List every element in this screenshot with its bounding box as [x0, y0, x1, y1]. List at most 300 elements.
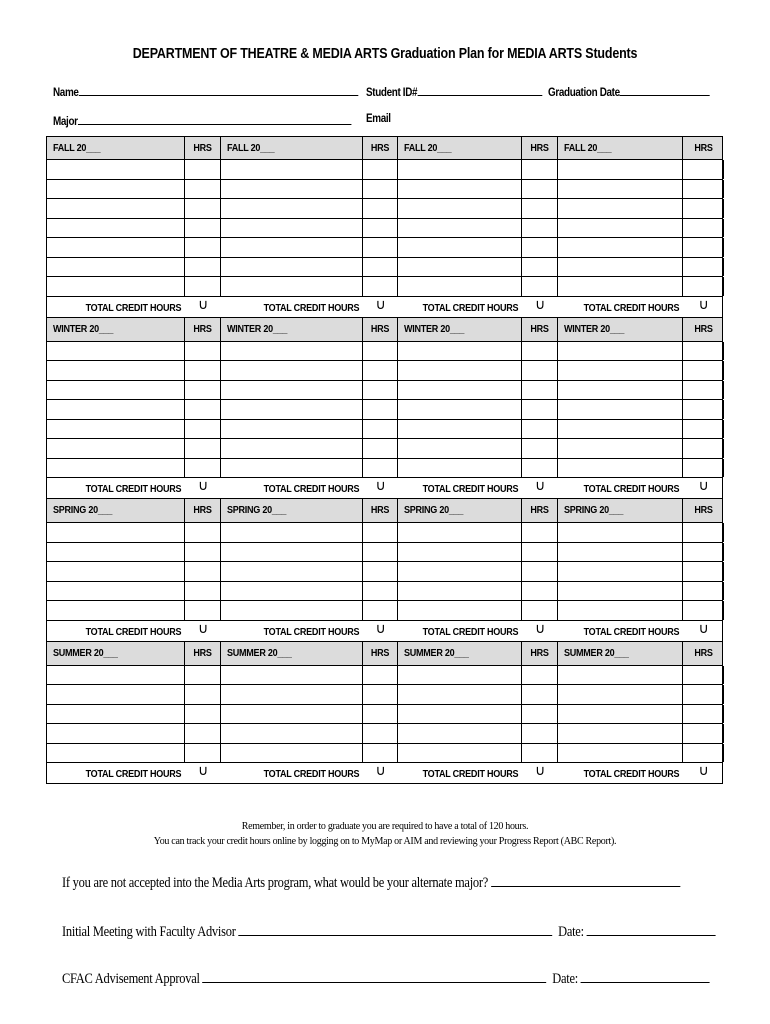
cfac-approval-date-line[interactable] — [581, 970, 710, 983]
course-name-cell[interactable] — [47, 543, 185, 562]
course-hours-cell[interactable] — [522, 543, 558, 562]
course-hours-cell[interactable] — [185, 420, 221, 439]
total-label-cell — [398, 297, 522, 317]
student-id-label: Student ID# — [366, 87, 418, 99]
course-name-cell[interactable] — [398, 277, 522, 296]
course-name-cell[interactable] — [47, 342, 185, 361]
course-name-cell[interactable] — [558, 523, 683, 542]
course-row — [46, 666, 723, 686]
course-hours-cell[interactable] — [522, 705, 558, 724]
course-name-cell[interactable] — [398, 439, 522, 458]
course-name-cell[interactable] — [47, 400, 185, 419]
course-hours-cell[interactable] — [683, 420, 724, 439]
course-hours-cell[interactable] — [683, 601, 724, 620]
course-hours-cell[interactable] — [185, 459, 221, 478]
course-name-cell[interactable] — [221, 219, 363, 238]
course-name-cell[interactable] — [221, 238, 363, 257]
course-name-cell[interactable] — [558, 543, 683, 562]
course-name-cell[interactable] — [47, 439, 185, 458]
term-label: SUMMER 20___ — [564, 646, 629, 659]
course-name-cell[interactable] — [221, 180, 363, 199]
term-label: WINTER 20___ — [53, 322, 114, 335]
total-label-cell — [558, 478, 683, 498]
alternate-major-line[interactable] — [491, 874, 680, 887]
total-value-cell[interactable] — [185, 297, 221, 317]
total-value-cell[interactable] — [522, 478, 558, 498]
course-hours-cell[interactable] — [683, 361, 724, 380]
course-row — [46, 400, 723, 420]
course-hours-cell[interactable] — [363, 342, 398, 361]
name-line[interactable] — [79, 84, 359, 96]
course-hours-cell[interactable] — [363, 420, 398, 439]
course-hours-cell[interactable] — [683, 180, 724, 199]
course-hours-cell[interactable] — [363, 543, 398, 562]
course-name-cell[interactable] — [221, 705, 363, 724]
course-name-cell[interactable] — [47, 666, 185, 685]
course-hours-cell[interactable] — [522, 381, 558, 400]
course-hours-cell[interactable] — [363, 705, 398, 724]
course-hours-cell[interactable] — [683, 459, 724, 478]
term-label: FALL 20___ — [227, 142, 275, 154]
course-name-cell[interactable] — [221, 400, 363, 419]
course-name-cell[interactable] — [558, 744, 683, 763]
total-credit-hours-label: TOTAL CREDIT HOURS — [85, 301, 181, 314]
course-name-cell[interactable] — [398, 582, 522, 601]
course-hours-cell[interactable] — [683, 342, 724, 361]
total-mark: ∪ — [198, 763, 208, 779]
course-name-cell[interactable] — [558, 342, 683, 361]
course-name-cell[interactable] — [47, 724, 185, 743]
course-hours-cell[interactable] — [522, 666, 558, 685]
course-name-cell[interactable] — [47, 361, 185, 380]
course-hours-cell[interactable] — [185, 361, 221, 380]
course-hours-cell[interactable] — [683, 562, 724, 581]
course-hours-cell[interactable] — [185, 705, 221, 724]
hrs-label: HRS — [193, 646, 212, 659]
cfac-approval-row[interactable] — [62, 970, 710, 988]
course-name-cell[interactable] — [558, 562, 683, 581]
course-hours-cell[interactable] — [683, 160, 724, 179]
term-header-cell — [398, 642, 522, 665]
total-credit-hours-label: TOTAL CREDIT HOURS — [263, 625, 359, 638]
course-name-cell[interactable] — [47, 381, 185, 400]
course-hours-cell[interactable] — [522, 180, 558, 199]
course-hours-cell[interactable] — [683, 666, 724, 685]
course-name-cell[interactable] — [47, 180, 185, 199]
graduation-date-field[interactable] — [548, 84, 710, 99]
total-value-cell[interactable] — [363, 621, 398, 641]
term-header-cell — [47, 137, 185, 159]
course-name-cell[interactable] — [221, 724, 363, 743]
student-id-field[interactable] — [366, 84, 542, 99]
course-row — [46, 744, 723, 764]
course-hours-cell[interactable] — [522, 562, 558, 581]
total-mark: ∪ — [375, 620, 386, 637]
total-value-cell[interactable] — [683, 478, 724, 498]
total-label-cell — [47, 763, 185, 783]
page-title: DEPARTMENT OF THEATRE & MEDIA ARTS Graduation Plan for MEDIA ARTS Students — [132, 46, 638, 62]
total-label-cell — [47, 478, 185, 498]
course-hours-cell[interactable] — [683, 439, 724, 458]
term-header-cell — [47, 642, 185, 665]
course-name-cell[interactable] — [398, 523, 522, 542]
course-hours-cell[interactable] — [522, 199, 558, 218]
course-hours-cell[interactable] — [363, 666, 398, 685]
course-name-cell[interactable] — [221, 685, 363, 704]
course-hours-cell[interactable] — [683, 381, 724, 400]
alternate-major-label: If you are not accepted into the Media Arts program, what would be your alternate major? — [62, 875, 489, 891]
course-hours-cell[interactable] — [363, 219, 398, 238]
course-hours-cell[interactable] — [363, 459, 398, 478]
course-name-cell[interactable] — [398, 685, 522, 704]
course-hours-cell[interactable] — [363, 744, 398, 763]
hrs-label: HRS — [530, 504, 549, 516]
course-name-cell[interactable] — [47, 601, 185, 620]
course-name-cell[interactable] — [558, 180, 683, 199]
course-name-cell[interactable] — [398, 601, 522, 620]
course-name-cell[interactable] — [221, 258, 363, 277]
total-value-cell[interactable] — [363, 297, 398, 317]
course-name-cell[interactable] — [47, 459, 185, 478]
course-name-cell[interactable] — [221, 361, 363, 380]
course-name-cell[interactable] — [398, 420, 522, 439]
total-label-cell — [47, 621, 185, 641]
course-name-cell[interactable] — [398, 160, 522, 179]
initial-meeting-label: Initial Meeting with Faculty Advisor — [62, 924, 236, 940]
course-hours-cell[interactable] — [185, 219, 221, 238]
course-hours-cell[interactable] — [683, 523, 724, 542]
course-hours-cell[interactable] — [185, 562, 221, 581]
total-label-cell — [558, 297, 683, 317]
course-name-cell[interactable] — [47, 744, 185, 763]
requirement-note: Remember, in order to graduate you are required to have a total of 120 hours. — [241, 821, 529, 832]
course-name-cell[interactable] — [398, 199, 522, 218]
course-row — [46, 601, 723, 621]
course-name-cell[interactable] — [221, 439, 363, 458]
total-value-cell[interactable] — [185, 621, 221, 641]
course-name-cell[interactable] — [558, 361, 683, 380]
course-name-cell[interactable] — [398, 705, 522, 724]
course-hours-cell[interactable] — [185, 160, 221, 179]
total-credit-hours-row — [46, 621, 723, 642]
course-name-cell[interactable] — [398, 342, 522, 361]
course-hours-cell[interactable] — [363, 523, 398, 542]
total-value-cell[interactable] — [522, 621, 558, 641]
course-hours-cell[interactable] — [522, 744, 558, 763]
course-hours-cell[interactable] — [363, 685, 398, 704]
course-name-cell[interactable] — [558, 238, 683, 257]
course-hours-cell[interactable] — [522, 258, 558, 277]
course-hours-cell[interactable] — [683, 219, 724, 238]
course-name-cell[interactable] — [221, 199, 363, 218]
course-name-cell[interactable] — [47, 420, 185, 439]
course-name-cell[interactable] — [558, 666, 683, 685]
course-hours-cell[interactable] — [185, 238, 221, 257]
course-hours-cell[interactable] — [683, 199, 724, 218]
course-hours-cell[interactable] — [363, 361, 398, 380]
course-name-cell[interactable] — [398, 219, 522, 238]
course-name-cell[interactable] — [398, 459, 522, 478]
total-value-cell[interactable] — [683, 763, 724, 783]
course-name-cell[interactable] — [398, 361, 522, 380]
total-value-cell[interactable] — [522, 763, 558, 783]
course-row — [46, 180, 723, 200]
course-hours-cell[interactable] — [522, 724, 558, 743]
course-hours-cell[interactable] — [363, 562, 398, 581]
course-name-cell[interactable] — [47, 705, 185, 724]
course-hours-cell[interactable] — [363, 180, 398, 199]
course-hours-cell[interactable] — [363, 724, 398, 743]
course-name-cell[interactable] — [47, 258, 185, 277]
course-name-cell[interactable] — [221, 582, 363, 601]
cfac-approval-line[interactable] — [203, 970, 547, 983]
term-label: SPRING 20___ — [404, 504, 464, 516]
course-hours-cell[interactable] — [683, 258, 724, 277]
course-name-cell[interactable] — [558, 199, 683, 218]
term-header-row — [46, 318, 723, 342]
total-label-cell — [221, 621, 363, 641]
course-name-cell[interactable] — [398, 400, 522, 419]
course-hours-cell[interactable] — [522, 160, 558, 179]
term-header-cell — [221, 137, 363, 159]
course-hours-cell[interactable] — [683, 400, 724, 419]
course-name-cell[interactable] — [221, 459, 363, 478]
total-value-cell[interactable] — [185, 763, 221, 783]
total-mark: ∪ — [535, 620, 545, 637]
course-name-cell[interactable] — [558, 705, 683, 724]
major-label: Major — [53, 116, 78, 128]
course-hours-cell[interactable] — [185, 381, 221, 400]
course-name-cell[interactable] — [47, 219, 185, 238]
email-label: Email — [366, 113, 391, 125]
initial-meeting-row[interactable] — [62, 923, 716, 941]
course-name-cell[interactable] — [221, 160, 363, 179]
total-credit-hours-label: TOTAL CREDIT HOURS — [583, 625, 679, 638]
course-name-cell[interactable] — [47, 562, 185, 581]
course-name-cell[interactable] — [221, 523, 363, 542]
course-hours-cell[interactable] — [363, 439, 398, 458]
course-hours-cell[interactable] — [185, 199, 221, 218]
course-name-cell[interactable] — [398, 724, 522, 743]
total-label-cell — [558, 621, 683, 641]
course-hours-cell[interactable] — [683, 705, 724, 724]
total-mark: ∪ — [198, 296, 208, 313]
total-value-cell[interactable] — [363, 478, 398, 498]
course-hours-cell[interactable] — [363, 258, 398, 277]
course-name-cell[interactable] — [47, 160, 185, 179]
hrs-label: HRS — [530, 322, 549, 335]
course-name-cell[interactable] — [558, 582, 683, 601]
student-id-line[interactable] — [417, 84, 542, 96]
course-name-cell[interactable] — [558, 277, 683, 296]
total-credit-hours-label: TOTAL CREDIT HOURS — [422, 483, 518, 495]
course-hours-cell[interactable] — [522, 601, 558, 620]
course-hours-cell[interactable] — [522, 685, 558, 704]
course-name-cell[interactable] — [47, 523, 185, 542]
course-hours-cell[interactable] — [185, 400, 221, 419]
name-field[interactable] — [53, 84, 358, 99]
course-name-cell[interactable] — [398, 381, 522, 400]
course-row — [46, 258, 723, 278]
course-name-cell[interactable] — [398, 666, 522, 685]
course-hours-cell[interactable] — [185, 258, 221, 277]
course-hours-cell[interactable] — [185, 439, 221, 458]
course-hours-cell[interactable] — [683, 543, 724, 562]
total-value-cell[interactable] — [683, 297, 724, 317]
course-hours-cell[interactable] — [363, 400, 398, 419]
initial-meeting-date-line[interactable] — [587, 923, 716, 936]
major-line[interactable] — [78, 113, 351, 125]
course-row — [46, 238, 723, 258]
course-name-cell[interactable] — [398, 744, 522, 763]
hrs-header-cell — [683, 499, 724, 522]
total-label-cell — [47, 297, 185, 317]
course-hours-cell[interactable] — [522, 400, 558, 419]
total-mark: ∪ — [198, 620, 208, 637]
total-label-cell — [398, 478, 522, 498]
course-name-cell[interactable] — [558, 219, 683, 238]
course-row — [46, 420, 723, 440]
course-hours-cell[interactable] — [522, 238, 558, 257]
course-hours-cell[interactable] — [185, 180, 221, 199]
course-hours-cell[interactable] — [185, 601, 221, 620]
total-credit-hours-label: TOTAL CREDIT HOURS — [263, 301, 359, 314]
hrs-label: HRS — [193, 142, 212, 154]
total-credit-hours-row — [46, 297, 723, 318]
course-name-cell[interactable] — [398, 258, 522, 277]
alternate-major-question[interactable] — [62, 874, 680, 892]
course-hours-cell[interactable] — [683, 685, 724, 704]
course-name-cell[interactable] — [221, 277, 363, 296]
course-name-cell[interactable] — [47, 277, 185, 296]
course-name-cell[interactable] — [558, 258, 683, 277]
total-value-cell[interactable] — [185, 478, 221, 498]
total-credit-hours-label: TOTAL CREDIT HOURS — [583, 483, 679, 495]
total-value-cell[interactable] — [683, 621, 724, 641]
course-hours-cell[interactable] — [185, 724, 221, 743]
total-value-cell[interactable] — [363, 763, 398, 783]
major-field[interactable] — [53, 113, 351, 128]
course-hours-cell[interactable] — [185, 543, 221, 562]
course-name-cell[interactable] — [221, 543, 363, 562]
course-hours-cell[interactable] — [185, 277, 221, 296]
course-name-cell[interactable] — [47, 199, 185, 218]
course-name-cell[interactable] — [398, 238, 522, 257]
course-name-cell[interactable] — [221, 666, 363, 685]
course-name-cell[interactable] — [558, 400, 683, 419]
course-name-cell[interactable] — [558, 724, 683, 743]
course-name-cell[interactable] — [221, 601, 363, 620]
hrs-header-cell — [683, 137, 724, 159]
course-hours-cell[interactable] — [185, 582, 221, 601]
total-credit-hours-row — [46, 763, 723, 784]
graduation-date-line[interactable] — [620, 84, 710, 96]
total-mark: ∪ — [198, 478, 208, 494]
course-hours-cell[interactable] — [683, 277, 724, 296]
course-row — [46, 199, 723, 219]
course-name-cell[interactable] — [47, 238, 185, 257]
term-label: SUMMER 20___ — [53, 646, 118, 659]
course-hours-cell[interactable] — [363, 160, 398, 179]
course-name-cell[interactable] — [558, 601, 683, 620]
course-hours-cell[interactable] — [185, 685, 221, 704]
initial-meeting-date-label: Date: — [558, 924, 584, 940]
course-hours-cell[interactable] — [363, 601, 398, 620]
course-hours-cell[interactable] — [522, 219, 558, 238]
course-row — [46, 381, 723, 401]
course-hours-cell[interactable] — [363, 199, 398, 218]
course-row — [46, 543, 723, 563]
course-name-cell[interactable] — [558, 381, 683, 400]
course-hours-cell[interactable] — [522, 439, 558, 458]
term-label: SPRING 20___ — [227, 504, 287, 516]
course-row — [46, 160, 723, 180]
course-hours-cell[interactable] — [522, 361, 558, 380]
total-mark: ∪ — [375, 478, 386, 494]
term-label: SUMMER 20___ — [404, 646, 469, 659]
initial-meeting-line[interactable] — [238, 923, 552, 936]
course-hours-cell[interactable] — [363, 582, 398, 601]
course-hours-cell[interactable] — [683, 724, 724, 743]
course-row — [46, 705, 723, 725]
term-label: SUMMER 20___ — [227, 646, 292, 659]
term-label: WINTER 20___ — [227, 322, 288, 335]
course-name-cell[interactable] — [558, 459, 683, 478]
course-name-cell[interactable] — [558, 160, 683, 179]
course-hours-cell[interactable] — [185, 342, 221, 361]
hrs-header-cell — [185, 642, 221, 665]
course-name-cell[interactable] — [558, 420, 683, 439]
course-name-cell[interactable] — [221, 744, 363, 763]
course-hours-cell[interactable] — [522, 523, 558, 542]
course-hours-cell[interactable] — [185, 666, 221, 685]
course-name-cell[interactable] — [221, 342, 363, 361]
course-hours-cell[interactable] — [363, 381, 398, 400]
term-header-cell — [398, 318, 522, 341]
course-name-cell[interactable] — [558, 439, 683, 458]
course-hours-cell[interactable] — [683, 238, 724, 257]
course-name-cell[interactable] — [221, 381, 363, 400]
total-credit-hours-label: TOTAL CREDIT HOURS — [583, 301, 679, 314]
course-row — [46, 439, 723, 459]
course-name-cell[interactable] — [221, 420, 363, 439]
course-hours-cell[interactable] — [522, 582, 558, 601]
course-name-cell[interactable] — [47, 582, 185, 601]
course-hours-cell[interactable] — [683, 744, 724, 763]
course-hours-cell[interactable] — [185, 523, 221, 542]
course-hours-cell[interactable] — [522, 277, 558, 296]
course-hours-cell[interactable] — [522, 342, 558, 361]
course-hours-cell[interactable] — [363, 238, 398, 257]
total-mark: ∪ — [698, 478, 709, 494]
course-name-cell[interactable] — [398, 180, 522, 199]
course-name-cell[interactable] — [558, 685, 683, 704]
course-hours-cell[interactable] — [363, 277, 398, 296]
course-name-cell[interactable] — [398, 543, 522, 562]
cfac-approval-label: CFAC Advisement Approval — [62, 971, 200, 987]
total-value-cell[interactable] — [522, 297, 558, 317]
hrs-label: HRS — [530, 646, 549, 659]
course-hours-cell[interactable] — [522, 459, 558, 478]
hrs-header-cell — [683, 318, 724, 341]
term-header-row — [46, 499, 723, 523]
course-name-cell[interactable] — [398, 562, 522, 581]
course-hours-cell[interactable] — [185, 744, 221, 763]
course-name-cell[interactable] — [47, 685, 185, 704]
course-name-cell[interactable] — [221, 562, 363, 581]
course-hours-cell[interactable] — [522, 420, 558, 439]
course-hours-cell[interactable] — [683, 582, 724, 601]
